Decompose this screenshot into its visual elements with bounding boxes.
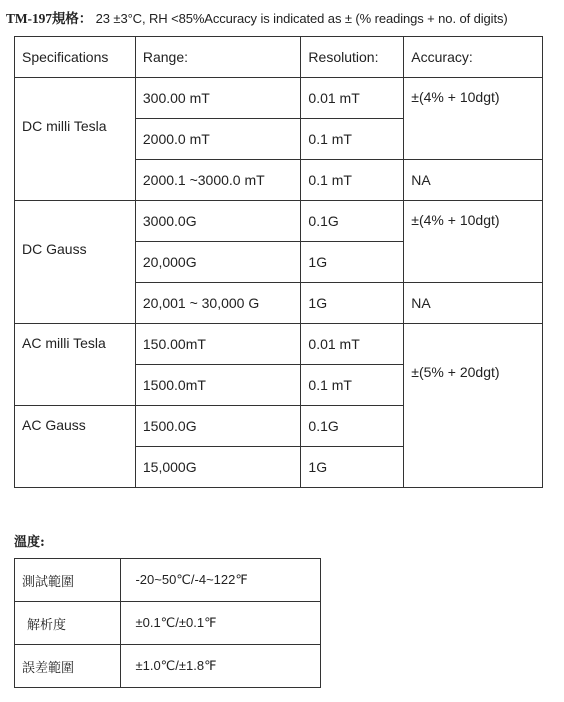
range-cell: 1500.0mT: [135, 365, 301, 406]
table-row: [15, 324, 543, 365]
resolution-cell: 0.1 mT: [301, 365, 404, 406]
temperature-value: ±1.0℃/±1.8℉: [121, 645, 321, 688]
table-row: [15, 201, 543, 242]
column-header: Range:: [135, 37, 301, 78]
temperature-value: ±0.1℃/±0.1℉: [121, 602, 321, 645]
table-row: [15, 645, 321, 688]
resolution-cell: 0.1 mT: [301, 119, 404, 160]
resolution-cell: 1G: [301, 447, 404, 488]
accuracy-cell-ac: ±(5% + 20dgt): [404, 324, 543, 488]
spec-label-ac-gauss: AC Gauss: [15, 406, 136, 488]
specifications-table: [14, 36, 543, 488]
column-header: Accuracy:: [404, 37, 543, 78]
test-conditions: 23 ±3°C, RH <85%Accuracy is indicated as ± (% readings + no. of digits): [95, 11, 508, 26]
temperature-label: 測試範圍: [15, 559, 121, 602]
header-colon: ：: [78, 11, 93, 26]
column-header: Specifications: [15, 37, 136, 78]
range-cell: 2000.0 mT: [135, 119, 301, 160]
range-cell: 1500.0G: [135, 406, 301, 447]
range-cell: 2000.1 ~3000.0 mT: [135, 160, 301, 201]
accuracy-cell: NA: [404, 283, 543, 324]
accuracy-cell: ±(4% + 10dgt): [404, 201, 543, 283]
spec-label-dc-gauss: DC Gauss: [15, 201, 136, 324]
resolution-cell: 1G: [301, 283, 404, 324]
resolution-cell: 1G: [301, 242, 404, 283]
resolution-cell: 0.1G: [301, 406, 404, 447]
resolution-cell: 0.01 mT: [301, 324, 404, 365]
spec-label-dc-millitesla: DC milli Tesla: [15, 78, 136, 201]
range-cell: 150.00mT: [135, 324, 301, 365]
temperature-table: [14, 558, 321, 688]
column-header: Resolution:: [301, 37, 404, 78]
spec-header-line: [6, 7, 508, 27]
table-header-row: [15, 37, 543, 78]
temperature-value: -20~50℃/-4~122℉: [121, 559, 321, 602]
table-row: [15, 602, 321, 645]
resolution-cell: 0.01 mT: [301, 78, 404, 119]
table-row: [15, 78, 543, 119]
temperature-label: 解析度: [15, 602, 121, 645]
accuracy-cell: NA: [404, 160, 543, 201]
range-cell: 20,001 ~ 30,000 G: [135, 283, 301, 324]
spec-word: 規格: [51, 11, 79, 26]
temperature-label: 誤差範圍: [15, 645, 121, 688]
temperature-heading: 溫度:: [14, 535, 45, 550]
model-number: TM-197: [6, 11, 52, 26]
resolution-cell: 0.1G: [301, 201, 404, 242]
resolution-cell: 0.1 mT: [301, 160, 404, 201]
range-cell: 20,000G: [135, 242, 301, 283]
spec-label-ac-millitesla: AC milli Tesla: [15, 324, 136, 406]
range-cell: 300.00 mT: [135, 78, 301, 119]
table-row: [15, 559, 321, 602]
range-cell: 15,000G: [135, 447, 301, 488]
range-cell: 3000.0G: [135, 201, 301, 242]
accuracy-cell: ±(4% + 10dgt): [404, 78, 543, 160]
